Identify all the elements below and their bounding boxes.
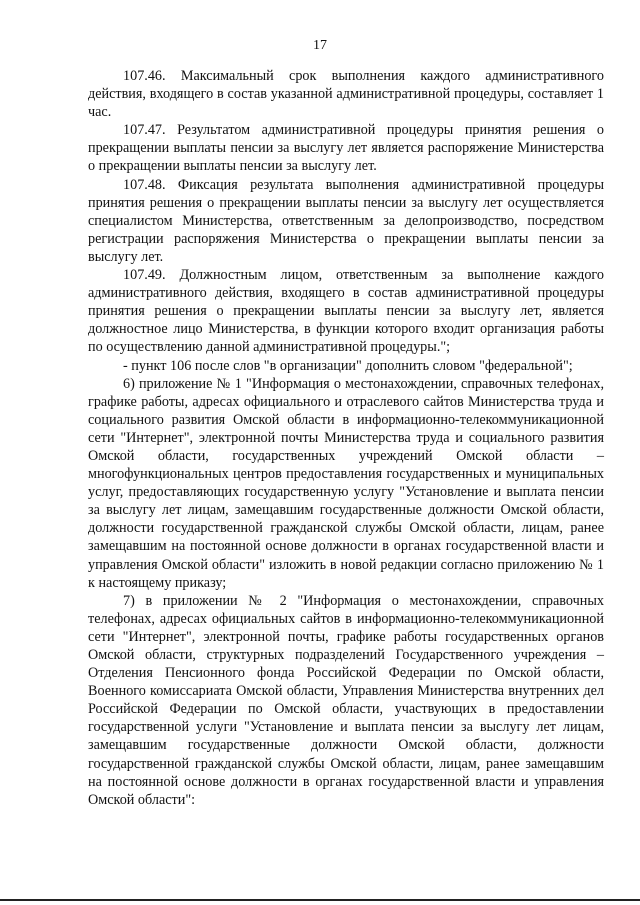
- paragraph-item-7: 7) в приложении № 2 "Информация о местонахождении, справочных телефонах, адресах официальных сайтов в информационно-телекоммуникационной сети "Интернет", электронной почты, графике работы государственных органов Омской области, структурных подразделений Государственного учреждения – Отделения Пенсионного фонда Российской Федерации по Омской области, Военного комиссариата Омской области, Управления Министерства внутренних дел Российской Федерации по Омской области, участвующих в предоставлении государственной услуги "Установление и выплата пенсии за выслугу лет лицам, замещавшим государственные должности Омской области, должности государственной гражданской службы Омской области, лицам, ранее замещавшим на постоянной основе должности в органах государственной власти и управления Омской области":: [88, 592, 604, 808]
- page-bottom-edge: [0, 899, 640, 901]
- document-body: [88, 67, 604, 809]
- paragraph-107-47: 107.47. Результатом административной процедуры принятия решения о прекращении выплаты пенсии за выслугу лет является распоряжение Министерства о прекращении выплаты пенсии за выслугу лет.: [88, 122, 604, 175]
- paragraph-107-48: 107.48. Фиксация результата выполнения административной процедуры принятия решения о прекращении выплаты пенсии за выслугу лет осуществляется специалистом Министерства, ответственным за делопроизводство, посредством регистрации распоряжения Министерства о прекращении выплаты пенсии за выслугу лет.: [88, 176, 604, 265]
- paragraph-item-6: 6) приложение № 1 "Информация о местонахождении, справочных телефонах, графике работы, адресах официального и отраслевого сайтов Министерства труда и социального развития Омской области в информационно-телекоммуникационной сети "Интернет", электронной почты Министерства труда и социального развития Омской области, государственных учреждений Омской области – многофункциональных центров предоставления государственных и муниципальных услуг, предоставляющих государственную услугу "Установление и выплата пенсии за выслугу лет лицам, замещавшим государственные должности Омской области, должности государственной гражданской службы Омской области, лицам, ранее замещавшим на постоянной основе должности в органах государственной власти и управления Омской области" изложить в новой редакции согласно приложению № 1 к настоящему приказу;: [88, 375, 604, 591]
- paragraph-107-49: 107.49. Должностным лицом, ответственным за выполнение каждого административного действия, входящего в состав административной процедуры принятия решения о прекращении выплаты пенсии за выслугу лет, является должностное лицо Министерства, в функции которого входит организация работы по осуществлению данной административной процедуры.";: [88, 267, 604, 356]
- paragraph-item-106: - пункт 106 после слов "в организации" дополнить словом "федеральной";: [123, 357, 573, 374]
- page-number: 17: [313, 38, 327, 53]
- paragraph-107-46: 107.46. Максимальный срок выполнения каждого административного действия, входящего в состав указанной административной процедуры, составляет 1 час.: [88, 68, 604, 121]
